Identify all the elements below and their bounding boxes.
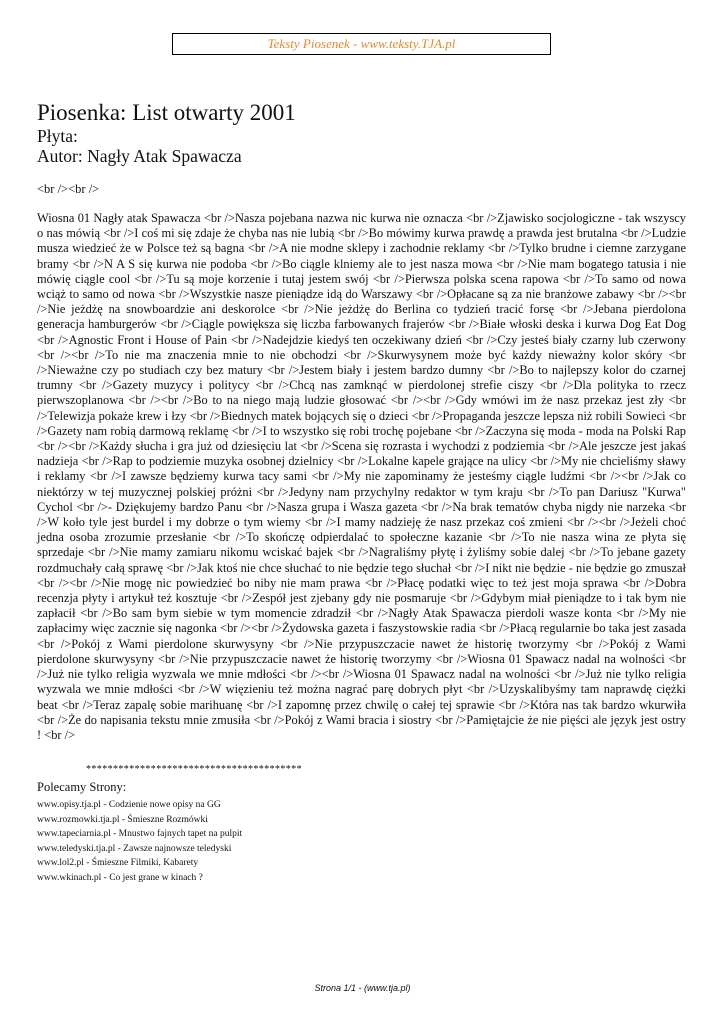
album-line: Płyta: (37, 126, 78, 146)
recommended-link-item[interactable]: www.opisy.tja.pl - Codzienie nowe opisy na GG (37, 800, 221, 810)
recommended-link-item[interactable]: www.teledyski.tja.pl - Zawsze najnowsze teledyski (37, 843, 232, 854)
separator-stars: **************************************** (86, 764, 302, 775)
recommended-link-item[interactable]: www.lol2.pl - Śmieszne Filmiki, Kabarety (37, 858, 199, 869)
site-title: Teksty Piosenek - www.teksty.TJA.pl (267, 36, 456, 51)
br-tag-line: <br /><br /> (37, 182, 100, 196)
lyrics-text: Wiosna 01 Nagły atak Spawacza <br />Nasza pojebana nazwa nic kurwa nie oznacza <br />Zjawisko socjologiczne - tak wszyscy o nas mówią <br />I coś mi się zdaje że chyba nas nie lubią <br />Bo mówimy kurwa prawdę a prawda jest brutalna <br />Ludzie musza wiedzieć że w Polsce też są bagna <br />A nie modne sklepy i zachodnie reklamy <br />Tylko brudne i ciemne zarzygane bramy <br />N A S się kurwa nie podoba <br />Bo ciągle klniemy ale to jest nasza mowa <br />Nie mam bogatego tatusia i nie mówię ciągle cool <br />Tu są moje korzenie i tutaj jestem swój <br />Pierwsza polska scena rapowa <br />To samo od nowa wciąż to samo od nowa <br />Wszystkie nasze pieniądze idą do Warszawy <br />Opłacane są za nie branżowe zabawy <br /><br />Nie jeżdżę na snowboardzie ani deskorolce <br />Nie jeżdżę do Berlina co tydzień tracić forsę <br />Jebana pierdolona generacja hamburgerów <br />Ciągle powiększa się liczba farbowanych frajerów <br />Białe włoski deska i kurwa Dog Eat Dog <br />Agnostic Front i House of Pain <br />Nadejdzie kiedyś ten oczekiwany dzień <br />Czy jesteś biały czarny lub czerwony <br /><br />To nie ma znaczenia mnie to nie obchodzi <br />Skurwysynem może być każdy nieważny kolor skóry <br />Nieważne czy po studiach czy bez matury <br />Jestem biały i jestem bardzo dumny <br />Bo to najlepszy kolor do czarnej trumny <br />Gazety muzycy i politycy <br />Chcą nas zamknąć w pierdolonej strefie ciszy <br />Dla polityka to rzecz pierwszoplanowa <br /><br />Bo to na niego mają ludzie głosować <br /><br />Gdy wmówi im że nasz przekaz jest zły <br />Telewizja pokaże krew i łzy <br />Biednych matek bojących się o dzieci <br />Propaganda jeszcze lepsza niż robili Sowieci <br />Gazety nam robią darmową reklamę <br />I to wszystko się robi trochę pojebane <br />Zaczyna się moda - moda na Polski Rap <br /><br />Każdy słucha i gra już od dziesięciu lat <br />Scena się rozrasta i wychodzi z podziemia <br />Ale jeszcze jest jakaś nadzieja <br />Rap to podziemie muzyka osobnej dzielnicy <br />Lokalne kapele grające na ulicy <br />My nie chcieliśmy sławy i reklamy <br />I zawsze będziemy kurwa tacy sami <br />My nie zapominamy że jesteśmy ciągle ludźmi <br /><br />Jak co niektórzy w tej muzycznej polskiej próżni <br />Jedyny nam przychylny redaktor w tym kraju <br />To pan Dariusz "Kurwa" Cychol <br />- Dziękujemy bardzo Panu <br />Nasza grupa i Wasza gazeta <br />Na brak tematów chyba nigdy nie narzeka <br />W koło tyle jest burdel i my dobrze o tym wiemy <br />I mamy nadzieję że nasz przekaz coś zmieni <br /><br />Jeżeli choć jedna osoba zrozumie przesłanie <br />To skończę odpierdalać to społeczne kazanie <br />To nie nasza wina ze płyta się sprzedaje <br />Nie mamy zamiaru nikomu wciskać bajek <br />Nagraliśmy płytę i żyliśmy sobie dalej <br />To jebane gazety rozdmuchały całą sprawę <br />Jak ktoś nie chce słuchać to nie będzie tego słuchał <br />I nikt nie będzie - nie będzie go zmuszał <br /><br />Nie mogę nic powiedzieć bo niby nie mam prawa <br />Płacę podatki więc to też jest moja sprawa <br />Dobra recenzja płyty i artykuł też kosztuje <br />Zespół jest zjebany gdy nie posmaruje <br />Gdybym miał pieniądze to i tak bym nie zapłacił <br />Bo sam bym siebie w tym momencie zdradził <br />Nagły Atak Spawacza pierdoli wasze konta <br />My nie zapłacimy więc zacznie się nagonka <br /><br />Żydowska gazeta i faszystowskie radia <br />Płacą regularnie bo taka jest zasada <br />Pokój z Wami pierdolone skurwysyny <br />Nie przypuszczacie nawet że historię tworzymy <br />Pokój z Wami pierdolone skurwysyny <br />Nie przypuszczacie nawet że historię tworzymy <br />Wiosna 01 Spawacz nadal na wolności <br />Już nie tylko religia wyzwala we mnie mdłości <br /><br />Wiosna 01 Spawacz nadal na wolności <br />Już nie tylko religia wyzwala we mnie mdłości <br />W więzieniu też można nagrać parę dobrych płyt <br />Uzyskalibyśmy tam naprawdę ciężki beat <br />Teraz zapalę sobie marihuanę <br />I zapomnę przez chwilę o całej tej sprawie <br />Która nas tak bardzo wkurwiła <br />Że do napisania tekstu mnie zmusiła <br />Pokój z Wami bracia i siostry <br />Pamiętajcie że nie pięści ale język jest ostry ! <br /> (37, 211, 686, 742)
song-title: Piosenka: List otwarty 2001 (37, 100, 296, 125)
recommended-link-item[interactable]: www.rozmowki.tja.pl - Śmieszne Rozmówki (37, 814, 208, 825)
recommended-link-item[interactable]: www.tapeciarnia.pl - Mnustwo fajnych tapet na pulpit (37, 829, 243, 840)
song-info (37, 100, 296, 166)
site-header-box (172, 33, 551, 55)
recommended-links-list (37, 798, 242, 886)
recommended-sites-title: Polecamy Strony: (37, 780, 127, 794)
author-line: Autor: Nagły Atak Spawacza (37, 146, 242, 166)
recommended-link-item[interactable]: www.wkinach.pl - Co jest grane w kinach ? (37, 872, 203, 883)
page-footer: Strona 1/1 - (www.tja.pl) (314, 983, 411, 993)
